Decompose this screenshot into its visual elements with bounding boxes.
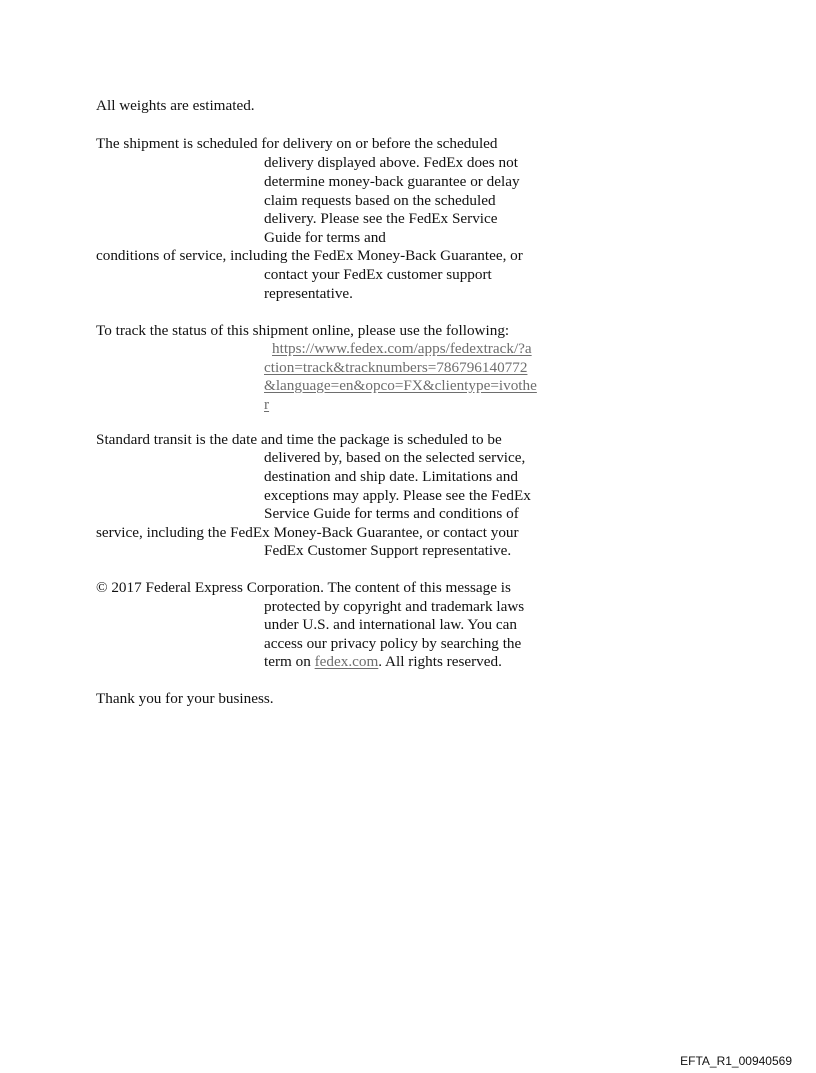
copyright-line-3: under U.S. and international law. You can	[264, 616, 517, 633]
transit-line-5: Service Guide for terms and conditions of	[264, 505, 519, 522]
delivery-line-8: contact your FedEx customer support	[264, 266, 492, 283]
transit-line-4: exceptions may apply. Please see the FedEx	[264, 487, 531, 504]
delivery-line-4: claim requests based on the scheduled	[264, 192, 496, 209]
fedex-com-link[interactable]: fedex.com	[314, 653, 379, 670]
copyright-last-prefix: term on	[264, 653, 315, 670]
tracking-link-line-3[interactable]: &language=en&opco=FX&clientype=ivothe	[264, 377, 537, 394]
transit-line-2: delivered by, based on the selected service,	[264, 449, 526, 466]
transit-line-6: service, including the FedEx Money-Back Guarantee, or contact your	[96, 524, 519, 541]
copyright-line-2: protected by copyright and trademark laws	[264, 598, 525, 615]
document-id: EFTA_R1_00940569	[680, 1054, 792, 1068]
transit-line-7: FedEx Customer Support representative.	[264, 542, 512, 559]
weights-note: All weights are estimated.	[96, 97, 255, 114]
tracking-link-line-1[interactable]: https://www.fedex.com/apps/fedextrack/?a	[272, 340, 532, 357]
transit-line-1: Standard transit is the date and time the package is scheduled to be	[96, 431, 502, 448]
delivery-line-2: delivery displayed above. FedEx does not	[264, 154, 518, 171]
delivery-line-7: conditions of service, including the FedEx Money-Back Guarantee, or	[96, 247, 523, 264]
delivery-line-9: representative.	[264, 285, 353, 302]
copyright-line-1: © 2017 Federal Express Corporation. The content of this message is	[96, 579, 511, 596]
transit-line-3: destination and ship date. Limitations and	[264, 468, 518, 485]
tracking-link-line-4[interactable]: r	[264, 396, 270, 413]
delivery-line-3: determine money-back guarantee or delay	[264, 173, 520, 190]
delivery-line-1: The shipment is scheduled for delivery on or before the scheduled	[96, 135, 498, 152]
copyright-line-4: access our privacy policy by searching the	[264, 635, 522, 652]
tracking-intro: To track the status of this shipment online, please use the following:	[96, 322, 510, 339]
delivery-line-5: delivery. Please see the FedEx Service	[264, 210, 498, 227]
closing-line: Thank you for your business.	[96, 690, 274, 707]
copyright-last-suffix: . All rights reserved.	[378, 653, 502, 670]
copyright-line-5	[264, 652, 502, 671]
delivery-line-6: Guide for terms and	[264, 229, 386, 246]
tracking-link-line-2[interactable]: ction=track&tracknumbers=786796140772	[264, 359, 528, 376]
